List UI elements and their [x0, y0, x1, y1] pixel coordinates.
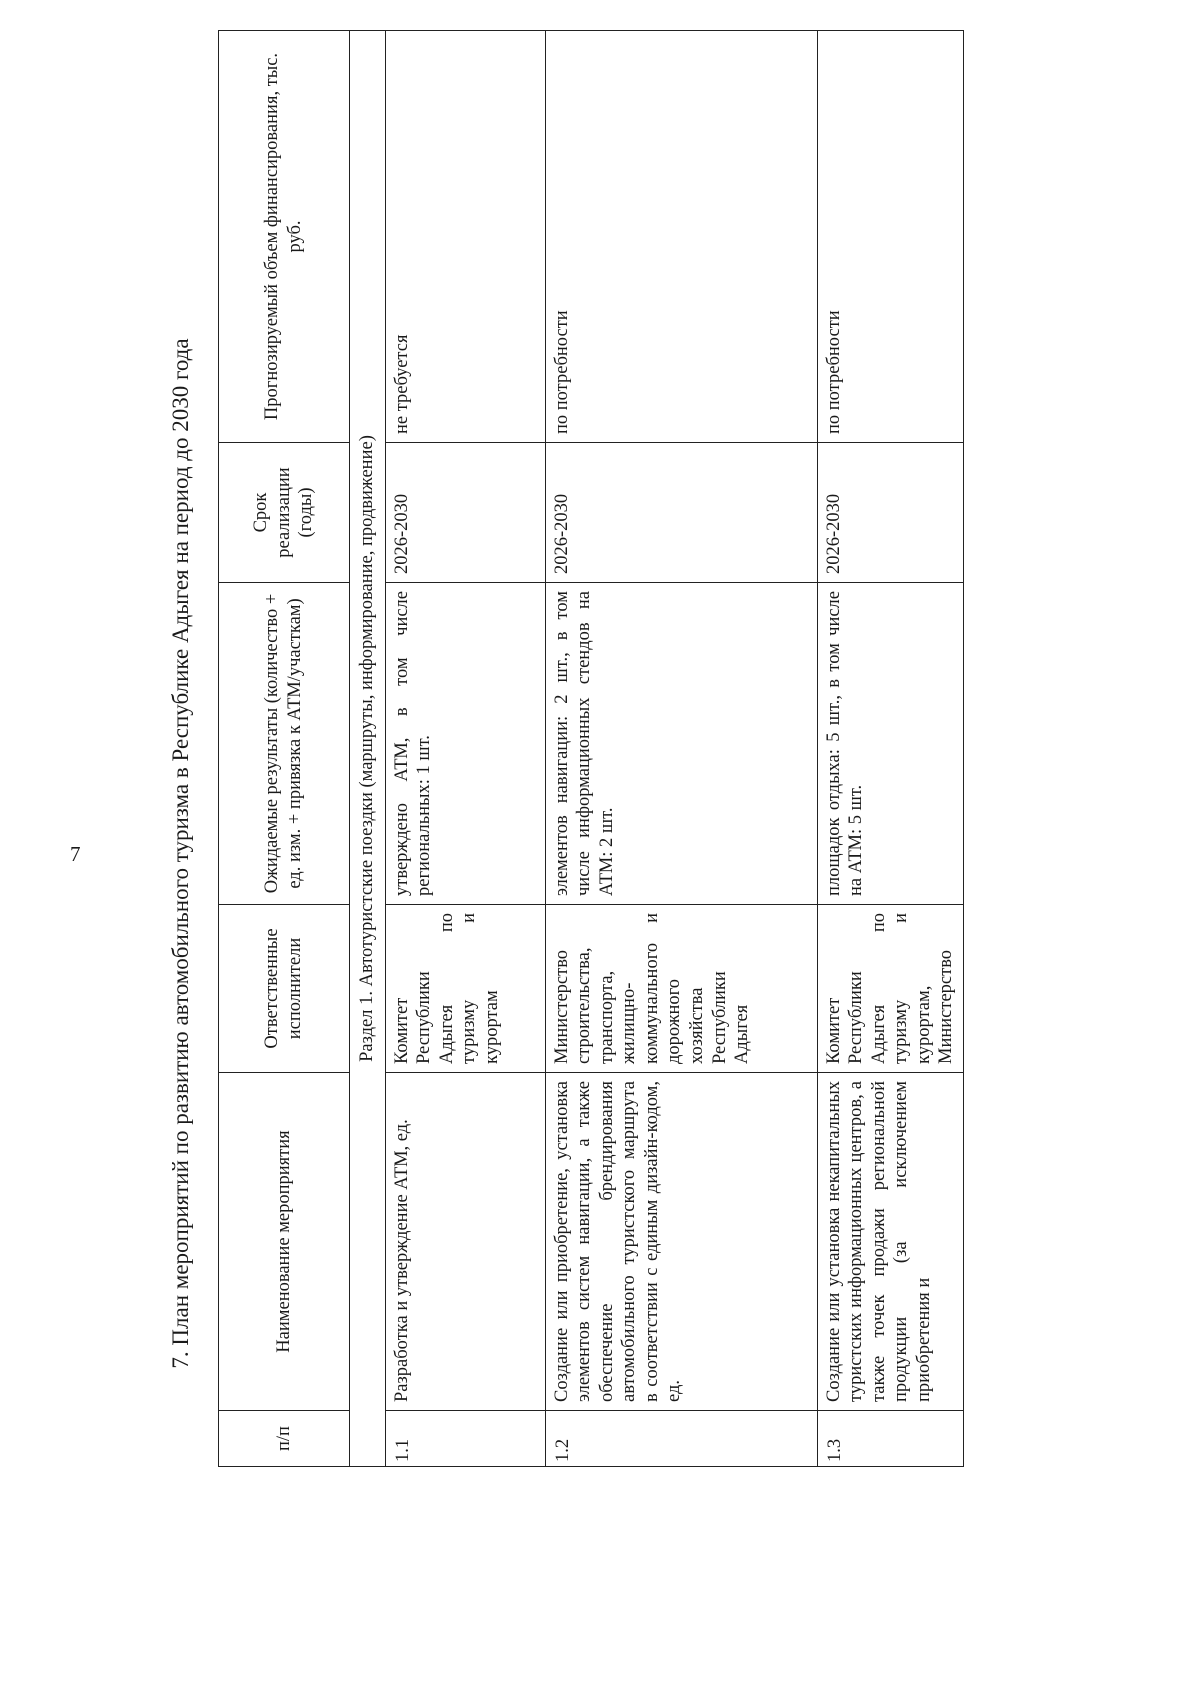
row-funding: по потребности [817, 31, 963, 443]
header-executors: Ответственные исполнители [219, 905, 350, 1073]
header-funding: Прогнозируемый объем финансирования, тыс. руб. [219, 31, 350, 443]
section-title: Раздел 1. Автотуристские поездки (маршруты, информирование, продвижение) [350, 31, 386, 1467]
row-num: 1.1 [385, 1411, 545, 1467]
row-results: площадок отдыха: 5 шт., в том числе на АТМ: 5 шт. [817, 583, 963, 905]
header-period: Срок реализации (годы) [219, 443, 350, 583]
section-row [350, 31, 386, 1467]
row-period: 2026-2030 [817, 443, 963, 583]
row-event: Разработка и утверждение АТМ, ед. [385, 1073, 545, 1411]
row-funding: не требуется [385, 31, 545, 443]
header-num: п/п [219, 1411, 350, 1467]
row-executors: Министерство строительства, транспорта, жилищно-коммунального и дорожного хозяйства Республики Адыгея [545, 905, 817, 1073]
table-row [545, 31, 817, 1467]
document-title: 7. План мероприятий по развитию автомобильного туризма в Республике Адыгея на период до 2030 года [168, 338, 193, 1369]
table-header-row [219, 31, 350, 1467]
row-period: 2026-2030 [385, 443, 545, 583]
row-period: 2026-2030 [545, 443, 817, 583]
header-event: Наименование мероприятия [219, 1073, 350, 1411]
row-num: 1.3 [817, 1411, 963, 1467]
row-event: Создание или приобретение, установка элементов систем навигации, а также обеспечение брендирования автомобильного туристского маршрута в соответствии с единым дизайн-кодом, ед. [545, 1073, 817, 1411]
header-results: Ожидаемые результаты (количество + ед. изм. + привязка к АТМ/участкам) [219, 583, 350, 905]
row-results: утверждено АТМ, в том числе региональных: 1 шт. [385, 583, 545, 905]
row-event: Создание или установка некапитальных туристских информационных центров, а также точек продажи региональной продукции (за исключением приобретения и [817, 1073, 963, 1411]
row-executors: Комитет Республики Адыгея по туризму и курортам [385, 905, 545, 1073]
row-executors: Комитет Республики Адыгея по туризму и курортам, Министерство [817, 905, 963, 1073]
page-number: 7 [70, 842, 81, 866]
table-row [817, 31, 963, 1467]
table-row [385, 31, 545, 1467]
events-table [218, 30, 964, 1467]
row-results: элементов навигации: 2 шт., в том числе информационных стендов на АТМ: 2 шт. [545, 583, 817, 905]
row-funding: по потребности [545, 31, 817, 443]
row-num: 1.2 [545, 1411, 817, 1467]
